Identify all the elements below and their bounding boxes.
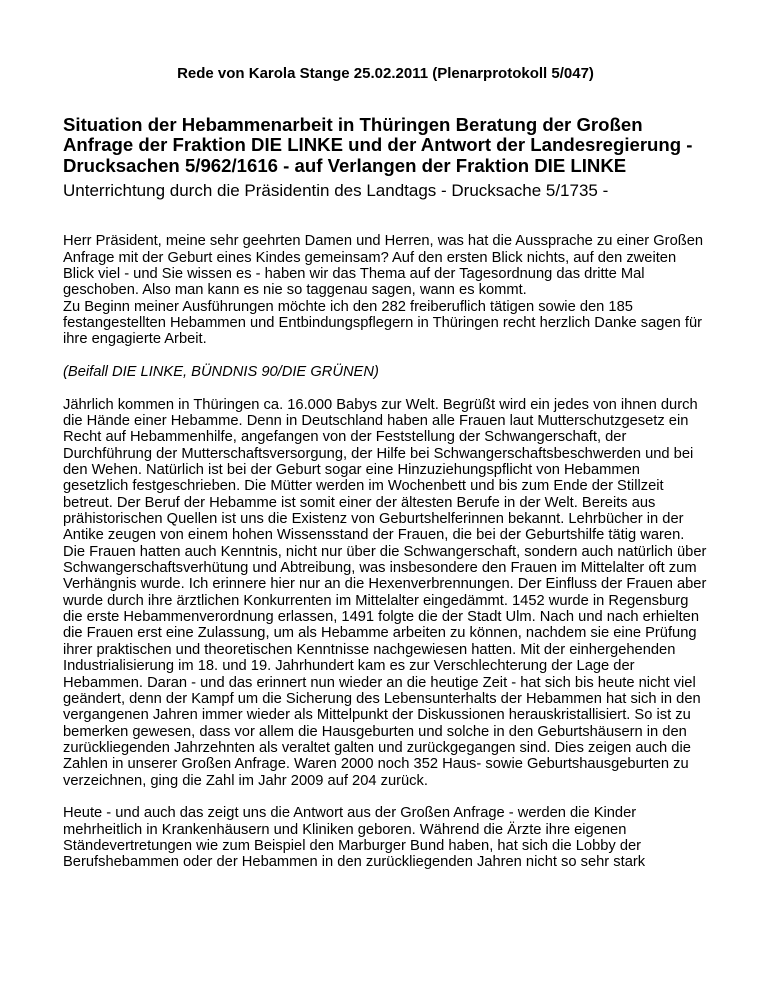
paragraph-line: Heute - und auch das zeigt uns die Antwort aus der Großen Anfrage - werden die Kinder mehrheitlich in Krankenhäusern und Kliniken geboren. Während die Ärzte ihre eigenen Ständevertretungen wie zum Beispiel den Marburger Bund haben, hat sich die Lobby der Berufshebammen oder der Hebammen in den zurückliegenden Jahren nicht so sehr stark bbox=[63, 805, 646, 871]
document-title-line: Drucksachen 5/962/1616 - auf Verlangen der Fraktion DIE LINKE bbox=[63, 154, 627, 176]
document-title-line: Anfrage der Fraktion DIE LINKE und der Antwort der Landesregierung - bbox=[63, 134, 693, 156]
document-subtitle: Unterrichtung durch die Präsidentin des Landtags - Drucksache 5/1735 - bbox=[63, 181, 609, 201]
paragraph-2 bbox=[63, 364, 708, 380]
document-body bbox=[63, 233, 708, 870]
paragraph-1 bbox=[63, 233, 708, 347]
document-title bbox=[63, 115, 708, 176]
document-title-line: Situation der Hebammenarbeit in Thüringen Beratung der Großen bbox=[63, 114, 643, 135]
paragraph-4 bbox=[63, 805, 708, 870]
paragraph-line: Jährlich kommen in Thüringen ca. 16.000 Babys zur Welt. Begrüßt wird ein jedes von ihnen durch die Hände einer Hebamme. Denn in Deutschland haben alle Frauen laut Mutterschutzgesetz ein Recht auf Hebammenhilfe, angefangen von der Feststellung der Schwangerschaft, der Durchführung der Mutterschaftsversorgung, der Hilfe bei Schwangerschaftsbeschwerden und bei den Wehen. Natürlich ist bei der Geburt sogar eine Hinzuziehungspflicht von Hebammen gesetzlich festgeschrieben. Die Mütter werden im Wochenbett und bis zum Ende der Stillzeit betreut. Der Beruf der Hebamme ist somit einer der ältesten Berufe in der Welt. Bereits aus prähistorischen Quellen ist uns die Existenz von Geburtshelferinnen bekannt. Lehrbücher in der Antike zeugen von einem hohen Wissensstand der Frauen, die bei der Geburtshilfe tätig waren. Die Frauen hatten auch Kenntnis, nicht nur über die Schwangerschaft, sondern auch natürlich über Schwangerschaftsverhütung und Abtreibung, was insbesondere den Frauen im Mittelalter oft zum Verhängnis wurde. Ich erinnere hier nur an die Hexenverbrennungen. Der Einfluss der Frauen aber wurde durch ihre ärztlichen Konkurrenten im Mittelalter eingedämmt. 1452 wurde in Regensburg die erste Hebammenverordnung erlassen, 1491 folgte die der Stadt Ulm. Nach und nach erhielten die Frauen erst eine Zulassung, um als Hebamme arbeiten zu können, nachdem sie eine Prüfung ihrer praktischen und theoretischen Kenntnisse nachgewiesen hatten. Mit der einhergehenden Industrialisierung im 18. und 19. Jahrhundert kam es zur Verschlechterung der Lage der Hebammen. Daran - und das erinnert nun wieder an die heutige Zeit - hat sich bis heute nicht viel geändert, denn der Kampf um die Sicherung des Lebensunterhalts der Hebammen hat sich in den vergangenen Jahren immer wieder als Mittelpunkt der Diskussionen herauskristallisiert. So ist zu bemerken gewesen, dass vor allem die Hausgeburten und solche in den Geburtshäusern in den zurückliegenden Jahrzehnten als veraltet galten und zurückgegangen sind. Dies zeigen auch die Zahlen in unserer Großen Anfrage. Waren 2000 noch 352 Haus- sowie Geburtshausgeburten zu verzeichnen, ging die Zahl im Jahr 2009 auf 204 zurück. bbox=[63, 396, 707, 789]
paragraph-line: Herr Präsident, meine sehr geehrten Damen und Herren, was hat die Aussprache zu einer Großen Anfrage mit der Geburt eines Kindes gemeinsam? Auf den ersten Blick nichts, auf den zweiten Blick viel - und Sie wissen es - haben wir das Thema auf der Tagesordnung das dritte Mal geschoben. Also man kann es nie so taggenau sagen, wann es kommt. bbox=[63, 233, 704, 299]
document-kicker: Rede von Karola Stange 25.02.2011 (Plenarprotokoll 5/047) bbox=[177, 65, 594, 82]
paragraph-line: Zu Beginn meiner Ausführungen möchte ich den 282 freiberuflich tätigen sowie den 185 festangestellten Hebammen und Entbindungspflegern in Thüringen recht herzlich Danke sagen für ihre engagierte Arbeit. bbox=[63, 298, 703, 348]
paragraph-3 bbox=[63, 397, 708, 789]
paragraph-line: (Beifall DIE LINKE, BÜNDNIS 90/DIE GRÜNEN) bbox=[63, 363, 379, 380]
